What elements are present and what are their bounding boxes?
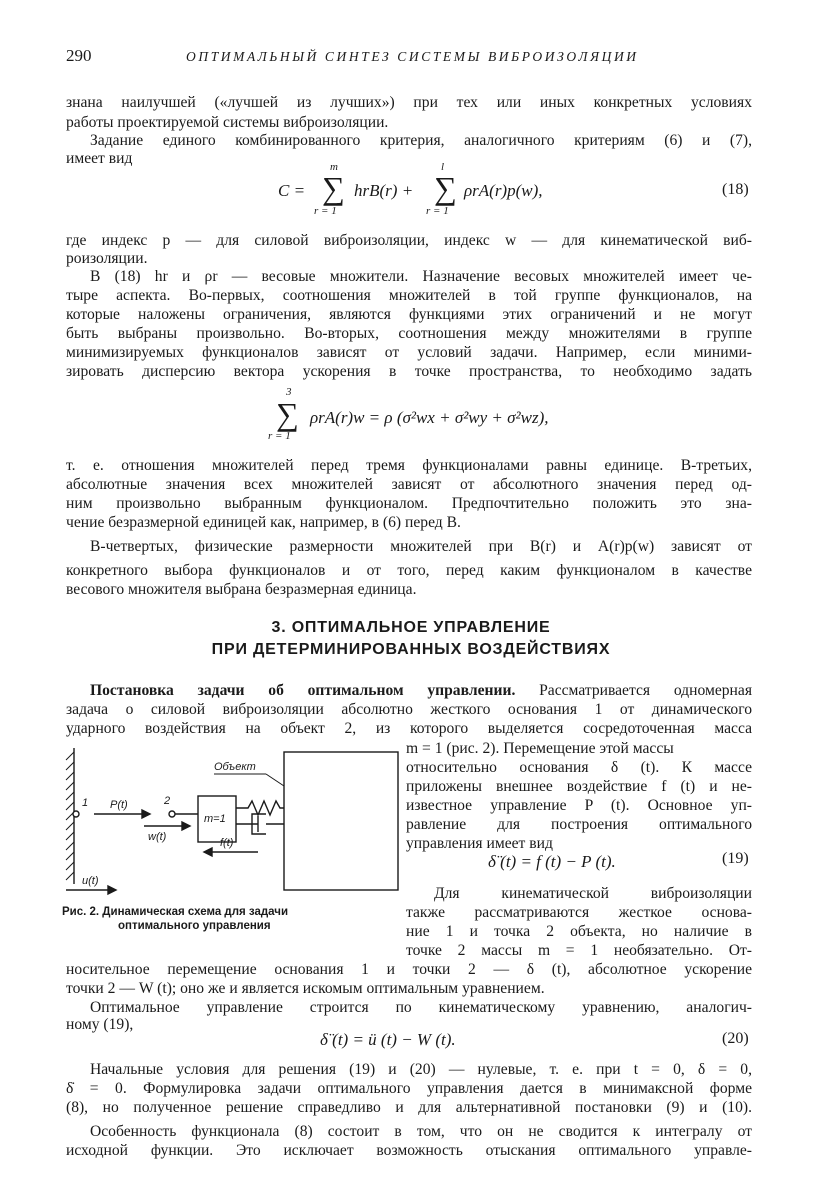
node-1	[73, 811, 79, 817]
page-number: 290	[66, 46, 92, 65]
wall-hatching	[66, 752, 74, 880]
eq18-lhs: C =	[278, 181, 306, 200]
eq18-term1: hrB(r) +	[354, 181, 414, 200]
text-line: ному (19),	[66, 1016, 134, 1033]
text-line: Задание единого комбинированного критерия, аналогичного критериям (6) и (7),	[90, 132, 752, 149]
sum-symbol: ∑	[276, 396, 299, 432]
label-force-p: P(t)	[110, 799, 128, 811]
eq-sum-top: 3	[286, 386, 292, 398]
text-line: m = 1 (рис. 2). Перемещение этой массы	[406, 740, 674, 757]
text-line: задача о силовой виброизоляции абсолютно жесткого основания 1 от динамического	[66, 701, 752, 718]
text-line: т. е. отношения множителей перед тремя функционалами равны единице. В-третьих,	[66, 457, 752, 474]
text-line: Для кинематической виброизоляции	[434, 885, 752, 902]
figure-2-diagram	[62, 744, 402, 904]
text-line: Оптимальное управление строится по кинематическому уравнению, аналогич-	[90, 999, 752, 1016]
text-line: Особенность функционала (8) состоит в том, что он не сводится к интегралу от	[90, 1123, 752, 1140]
text-line: В-четвертых, физические размерности множителей при B(r) и A(r)p(w) зависят от	[90, 538, 752, 555]
eq18-term2: ρrA(r)p(w),	[464, 181, 543, 200]
text-line: исходной функции. Это исключает возможность отыскания оптимального управле-	[66, 1142, 752, 1159]
text-line: δ̇ = 0. Формулировка задачи оптимального управления дается в минимаксной форме	[66, 1080, 752, 1097]
text-line: точке 2 массы m = 1 необязательно. От-	[406, 942, 752, 959]
running-head: ОПТИМАЛЬНЫЙ СИНТЕЗ СИСТЕМЫ ВИБРОИЗОЛЯЦИИ	[186, 49, 639, 64]
eq18-sum1-top: m	[330, 161, 338, 173]
text-line: абсолютные значения всех множителей зависят от абсолютного значения перед од-	[66, 476, 752, 493]
text-line: чение безразмерной единицей как, например, в (6) перед B.	[66, 514, 461, 531]
node-2	[169, 811, 175, 817]
text-line: конкретного выбора функционалов и от того, перед каким функционалом в качестве	[66, 562, 752, 579]
text-line: приложены внешнее воздействие f (t) и не-	[406, 778, 752, 795]
label-accel-w: w(t)	[148, 831, 167, 843]
label-node-2: 2	[164, 795, 171, 807]
text-line: знана наилучшей («лучшей из лучших») при тех или иных конкретных условиях	[66, 94, 752, 111]
arrow-head	[182, 822, 190, 830]
text-line: известное управление P (t). Основное уп-	[406, 797, 752, 814]
label-force-f: f(t)	[220, 837, 234, 849]
text-line: минимизируемых функционалов зависят от условий задачи. Например, если миними-	[66, 344, 752, 361]
figure-caption: оптимального управления	[118, 920, 271, 932]
equation-number: (20)	[722, 1030, 749, 1047]
text-line: (8), но полученное решение справедливо и для альтернативной постановки (9) и (10).	[66, 1099, 752, 1116]
text-line: Начальные условия для решения (19) и (20) — нулевые, т. е. при t = 0, δ = 0,	[90, 1061, 752, 1078]
text-line: управления имеет вид	[406, 835, 553, 852]
label-mass: m=1	[204, 813, 226, 825]
text-line: весового множителя выбрана безразмерная единица.	[66, 581, 417, 598]
text-line: ним произвольно выбранным функционалом. Предпочтительно положить это зна-	[66, 495, 752, 512]
arrow-head	[108, 886, 116, 894]
eq18-sum1-bottom: r = 1	[314, 205, 337, 217]
text-line: роизоляции.	[66, 250, 148, 267]
text-line: ударного воздействия на объект 2, из которого выделяется сосредоточенная масса	[66, 720, 752, 737]
text-line: которые наложены ограничения, являются функциями этих ограничений и не могут	[66, 306, 752, 323]
equation-number: (18)	[722, 181, 749, 198]
text-line: работы проектируемой системы виброизоляции.	[66, 114, 389, 131]
text-line: имеет вид	[66, 150, 133, 167]
text-line: относительно основания δ (t). К массе	[406, 759, 752, 776]
eq-sum-bottom: r = 1	[268, 430, 291, 442]
equation-19: δ̈ (t) = f (t) − P (t).	[488, 852, 616, 871]
text-line: точки 2 — W (t); оно же и является искомым оптимальным уравнением.	[66, 980, 545, 997]
text-line: также рассматриваются жесткое основа-	[406, 904, 752, 921]
text-line: В (18) hr и ρr — весовые множители. Назначение весовых множителей имеет че-	[90, 268, 752, 285]
text-line: равление для построения оптимального	[406, 816, 752, 833]
section-heading: 3. ОПТИМАЛЬНОЕ УПРАВЛЕНИЕ	[271, 619, 551, 636]
arrow-head	[204, 848, 212, 856]
sum-symbol: ∑	[322, 170, 345, 206]
text-line: где индекс p — для силовой виброизоляции, индекс w — для кинематической виб-	[66, 232, 752, 249]
label-base-u: u(t)	[82, 875, 99, 887]
section-heading: ПРИ ДЕТЕРМИНИРОВАННЫХ ВОЗДЕЙСТВИЯХ	[211, 641, 611, 658]
label-node-1: 1	[82, 797, 89, 809]
eq18-sum2-top: l	[441, 161, 445, 173]
text-line: зировать дисперсию вектора ускорения в точке пространства, то необходимо задать	[66, 363, 752, 380]
spring	[236, 801, 284, 815]
equation-number: (19)	[722, 850, 749, 867]
arrow-head	[142, 810, 150, 818]
text-run: Рассматривается одномерная	[515, 682, 752, 699]
label-object: Объект	[214, 761, 256, 773]
text-line: тыре аспекта. Во-первых, соотношения множителей в той группе функционалов, на	[66, 287, 752, 304]
text-line: быть выбраны произвольно. Во-вторых, соотношения между множителями в группе	[66, 325, 752, 342]
eq-sum-text: ρrA(r)w = ρ (σ²wx + σ²wy + σ²wz),	[310, 408, 549, 427]
figure-caption: Рис. 2. Динамическая схема для задачи	[62, 906, 289, 918]
text-line: ние 1 и точка 2 объекта, но наличие в	[406, 923, 752, 940]
run-in-heading: Постановка задачи об оптимальном управлении.	[90, 682, 516, 699]
text-line	[90, 681, 752, 701]
text-line: носительное перемещение основания 1 и точки 2 — δ (t), абсолютное ускорение	[66, 961, 752, 978]
sum-symbol: ∑	[434, 170, 457, 206]
equation-20: δ̈ (t) = ü (t) − W (t).	[320, 1030, 456, 1049]
eq18-sum2-bottom: r = 1	[426, 205, 449, 217]
object-box	[284, 752, 398, 890]
